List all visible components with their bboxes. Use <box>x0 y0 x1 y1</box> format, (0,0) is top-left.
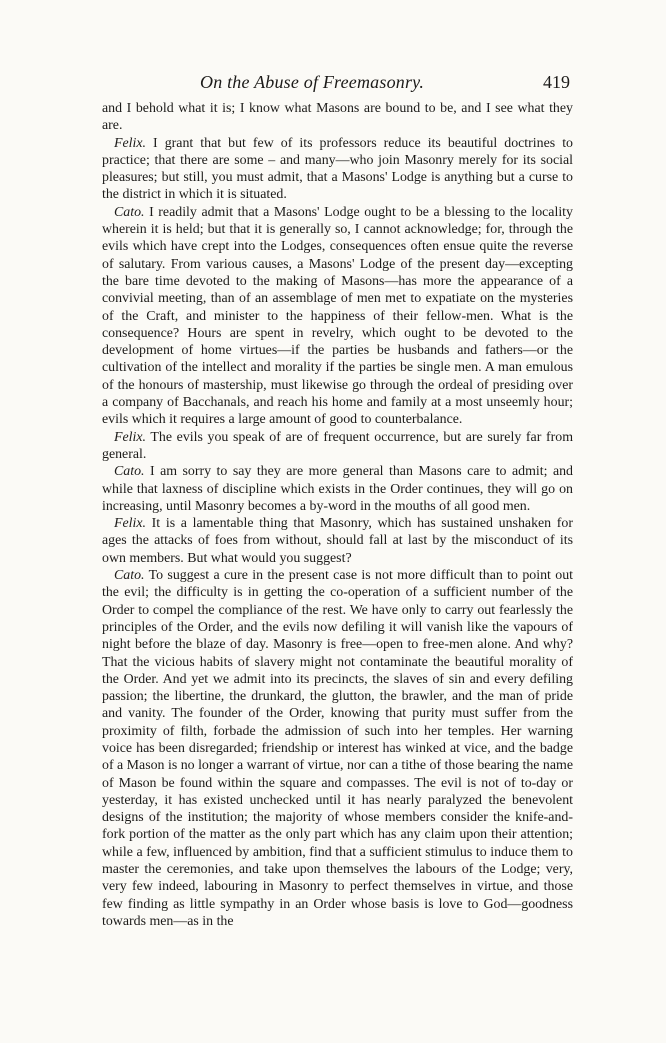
speaker-name: Felix. <box>114 135 147 151</box>
paragraph-text: I grant that but few of its professors reduce its beautiful doctrines to practice; that there are some – and many—who join Masonry merely for its social pleasures; but still, you must admit, that a Masons' Lodge is anything but a curse to the district in which it is situated. <box>102 135 573 203</box>
paragraph-text: I readily admit that a Masons' Lodge ought to be a blessing to the locality wherein it is held; but that it is generally so, I cannot acknowledge; for, through the evils which have crept into the Lodges, consequences often ensue quite the reverse of salutary. From various causes, a Masons' Lodge of the present day—excepting the bare time devoted to the making of Masons—has more the appearance of a convivial meeting, than of an assemblage of men met to expatiate on the mysteries of the Craft, and minister to the happiness of their fellow-men. What is the consequence? Hours are spent in revelry, which ought to be devoted to the development of home virtues—if the parties be husbands and fathers—or the cultivation of the intellect and morality if the parties be single men. A man emulous of the honours of mastership, must likewise go through the ordeal of presiding over a company of Bacchanals, and reach his home and family at a most unseemly hour; evils which it requires a large amount of good to counterbalance. <box>102 204 573 428</box>
paragraph-text: It is a lamentable thing that Masonry, which has sustained unshaken for ages the attacks of foes from without, should fall at last by the misconduct of its own members. But what would you suggest? <box>102 516 573 566</box>
paragraph <box>102 567 573 930</box>
body-text <box>102 100 573 930</box>
paragraph <box>102 515 573 567</box>
paragraph <box>102 463 573 515</box>
page-number: 419 <box>543 72 570 92</box>
speaker-name: Felix. <box>114 429 147 445</box>
paragraph <box>102 429 573 464</box>
speaker-name: Cato. <box>114 464 145 480</box>
paragraph <box>102 135 573 204</box>
paragraph-text: I am sorry to say they are more general than Masons care to admit; and while that laxness of discipline which exists in the Order continues, they will go on increasing, until Masonry becomes a by-word in the mouths of all good men. <box>102 464 573 514</box>
speaker-name: Felix. <box>114 516 147 532</box>
page-header <box>100 72 570 98</box>
paragraph <box>102 204 573 429</box>
speaker-name: Cato. <box>114 568 145 584</box>
paragraph-text: To suggest a cure in the present case is not more difficult than to point out the evil; the difficulty is in getting the co-operation of a sufficient number of the Order to compel the compliance of the rest. We have only to carry out fearlessly the principles of the Order, and the evils now defiling it will vanish like the vapours of night before the blaze of day. Masonry is free—open to free-men alone. And why? That the vicious habits of slavery might not contaminate the beautiful morality of the Order. And yet we admit into its precincts, the slaves of sin and every defiling passion; the libertine, the drunkard, the glutton, the brawler, and the man of pride and vanity. The founder of the Order, knowing that purity must suffer from the proximity of filth, forbade the admission of such into her temples. Her warning voice has been disregarded; friendship or interest has winked at vice, and the badge of a Mason is no longer a warrant of virtue, nor can a tithe of those bearing the name of Mason be found within the square and compasses. The evil is not of to-day or yesterday, it has existed unchecked until it has nearly paralyzed the benevolent designs of the institution; the majority of whose members consider the knife-and-fork portion of the matter as the only part which has any claim upon their attention; while a few, influenced by ambition, find that a sufficient stimulus to induce them to master the ceremonies, and take upon themselves the labours of the Lodge; very, very few indeed, labouring in Masonry to perfect themselves in virtue, and those few finding as little sympathy in an Order whose basis is love to God—goodness towards men—as in the <box>102 568 573 929</box>
paragraph-text: and I behold what it is; I know what Masons are bound to be, and I see what they are. <box>102 101 573 134</box>
running-title: On the Abuse of Freemasonry. <box>200 72 425 92</box>
speaker-name: Cato. <box>114 204 145 220</box>
paragraph <box>102 100 573 135</box>
paragraph-text: The evils you speak of are of frequent occurrence, but are surely far from general. <box>102 429 573 462</box>
